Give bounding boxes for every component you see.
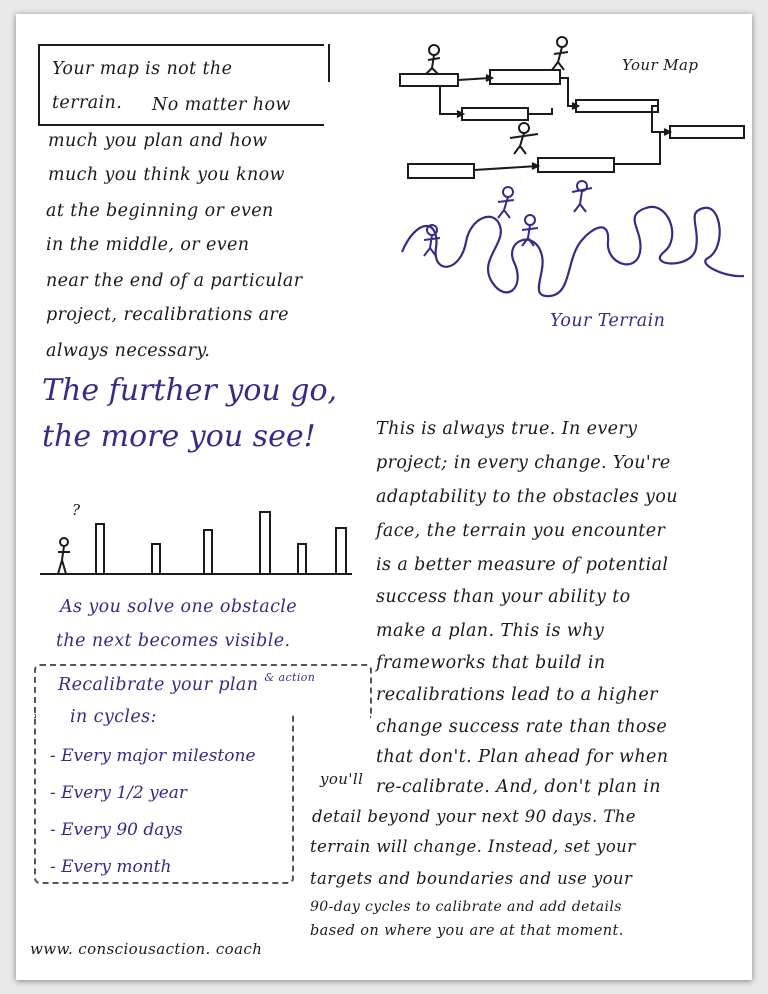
map-step-box xyxy=(538,158,614,172)
body-line: based on where you are at that moment. xyxy=(310,923,624,939)
recalibrate-ampersand: & action xyxy=(264,671,316,684)
body-line: This is always true. In every xyxy=(376,419,638,439)
intro-line-8: project, recalibrations are xyxy=(46,305,289,325)
body-line: change success rate than those xyxy=(376,717,668,737)
headline-line-2: the more you see! xyxy=(42,419,316,454)
map-label: Your Map xyxy=(622,56,699,74)
question-mark: ? xyxy=(72,501,81,519)
intro-line-7: near the end of a particular xyxy=(46,271,303,291)
body-line: 90-day cycles to calibrate and add details xyxy=(310,899,622,915)
cycle-item: - Every 90 days xyxy=(50,820,183,840)
body-line: that don't. Plan ahead for when xyxy=(376,747,669,767)
intro-line-3: much you plan and how xyxy=(48,131,268,151)
body-line: targets and boundaries and use your xyxy=(310,869,633,888)
cycle-item: - Every month xyxy=(50,857,172,877)
obstacle-caption-1: As you solve one obstacle xyxy=(60,597,298,617)
intro-line-6: in the middle, or even xyxy=(46,235,250,255)
map-step-box xyxy=(462,108,528,120)
headline xyxy=(42,368,337,460)
obstacles-sketch xyxy=(38,500,358,580)
headline-line-1: The further you go, xyxy=(42,373,338,408)
body-line: project; in every change. You're xyxy=(376,453,671,473)
intro-line-1: Your map is not the xyxy=(52,59,233,79)
recalibrate-line-1 xyxy=(58,668,315,702)
map-step-box xyxy=(490,70,560,84)
body-line: recalibrations lead to a higher xyxy=(376,685,658,705)
obstacle-caption-2: the next becomes visible. xyxy=(56,631,291,651)
body-line: is a better measure of potential xyxy=(376,555,669,575)
cycle-item: - Every 1/2 year xyxy=(50,783,188,803)
intro-line-2: No matter how xyxy=(152,95,291,115)
body-line: success than your ability to xyxy=(376,587,631,607)
body-line: re-calibrate. And, don't plan in xyxy=(376,777,661,797)
body-line: face, the terrain you encounter xyxy=(376,521,666,541)
terrain-label: Your Terrain xyxy=(550,311,666,331)
terrain-sketch xyxy=(396,178,748,308)
intro-boxed-word: terrain. xyxy=(52,93,123,113)
cycle-item: - Every major milestone xyxy=(50,746,256,766)
recalibrate-text: Recalibrate your plan xyxy=(58,675,259,695)
body-line: terrain will change. Instead, set your xyxy=(310,837,636,856)
body-line: make a plan. This is why xyxy=(376,621,605,641)
body-line: adaptability to the obstacles you xyxy=(376,487,678,507)
cycle-list xyxy=(50,738,256,886)
intro-line-5: at the beginning or even xyxy=(46,201,274,221)
intro-line-4: much you think you know xyxy=(48,165,285,185)
map-step-box xyxy=(670,126,744,138)
intro-line-9: always necessary. xyxy=(46,341,211,361)
youll-word: you'll xyxy=(320,770,364,788)
body-line: detail beyond your next 90 days. The xyxy=(312,807,636,826)
recalibrate-line-2: in cycles: xyxy=(70,707,157,727)
map-step-box xyxy=(408,164,474,178)
body-line: frameworks that build in xyxy=(376,653,606,673)
map-step-box xyxy=(400,74,458,86)
website-url: www. consciousaction. coach xyxy=(30,940,263,958)
map-step-box xyxy=(576,100,658,112)
